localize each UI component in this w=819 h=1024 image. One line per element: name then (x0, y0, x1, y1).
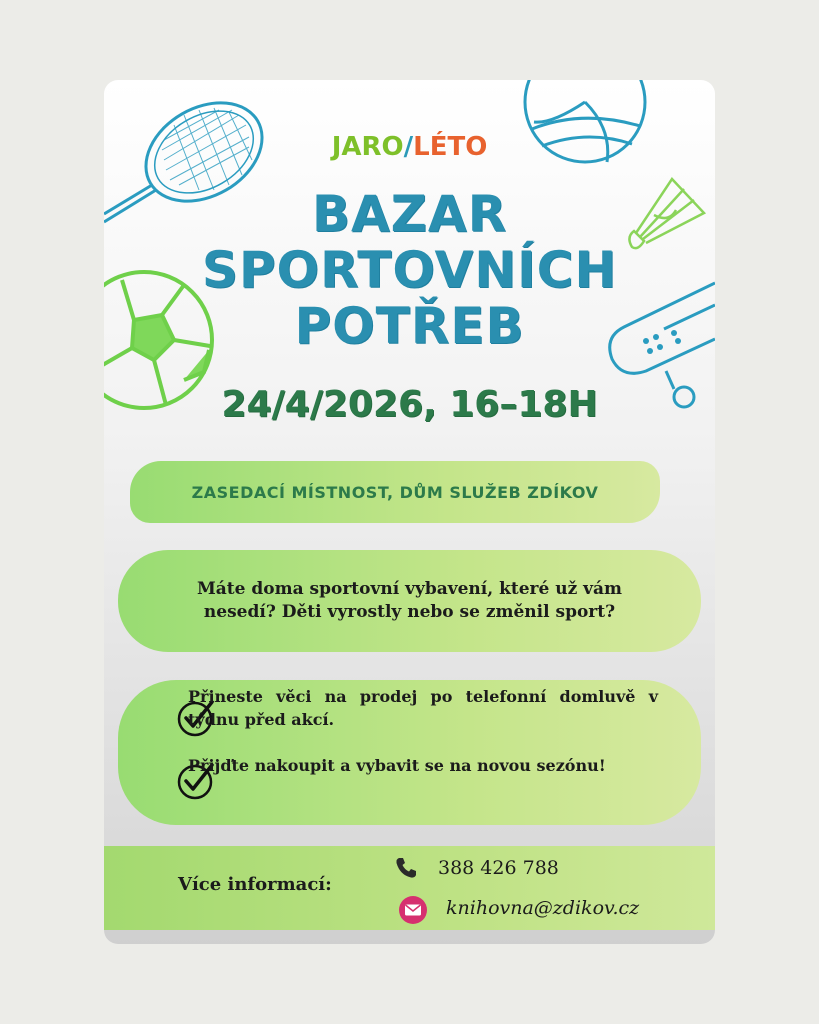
season-separator: / (403, 132, 414, 162)
contact-footer (104, 846, 715, 930)
question-banner (118, 550, 701, 652)
instruction-item-1: Přineste věci na prodej po telefonní domluvě v týdnu před akcí. (188, 687, 658, 729)
contact-label: Více informací: (178, 874, 332, 895)
season-spring: JARO (331, 132, 404, 162)
phone-icon (394, 856, 418, 880)
poster-card (104, 80, 715, 944)
event-date: 24/4/2026, 16–18H (221, 384, 598, 425)
instructions-banner (118, 680, 701, 825)
question-text: Máte doma sportovní vybavení, které už vám nesedí? Děti vyrostly nebo se změnil sport? (196, 579, 623, 622)
phone-number[interactable]: 388 426 788 (438, 857, 559, 879)
location-text: ZASEDACÍ MÍSTNOST, DŮM SLUŽEB ZDÍKOV (191, 482, 599, 502)
instruction-item-2: Přijďte nakoupit a vybavit se na novou sezónu! (188, 756, 606, 775)
season-summer: LÉTO (413, 132, 488, 162)
title-line-2: SPORTOVNÍCH (201, 241, 618, 299)
email-link[interactable]: knihovna@zdikov.cz (446, 897, 640, 919)
page-title (104, 186, 715, 354)
location-banner (130, 461, 660, 523)
title-line-1: BAZAR (311, 185, 508, 243)
season-heading (104, 132, 715, 162)
mail-icon (398, 895, 428, 925)
title-line-3: POTŘEB (294, 297, 525, 355)
